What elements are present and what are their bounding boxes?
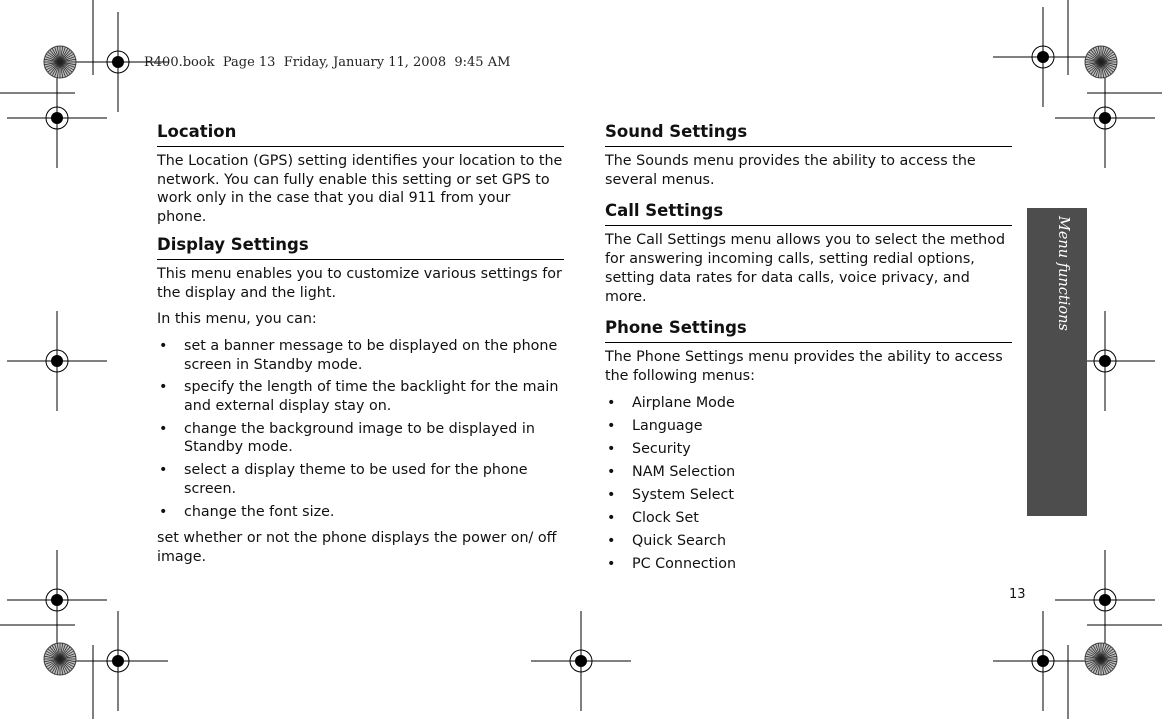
list-item: • Quick Search [605,532,1012,551]
section-side-tab-label: Menu functions [1055,216,1071,331]
list-item: • Language [605,417,1012,436]
page-number: 13 [1009,587,1026,602]
list-item: • System Select [605,486,1012,505]
sound-settings-heading: Sound Settings [605,122,1012,147]
print-header: R400.book Page 13 Friday, January 11, 2008 9:45 AM [144,55,511,70]
crosshair-dot-icon [1037,655,1049,667]
display-lead: In this menu, you can: [157,311,317,328]
crosshair-dot-icon [51,355,63,367]
list-item: • PC Connection [605,555,1012,574]
right-column [605,122,1012,581]
list-item: • Clock Set [605,509,1012,528]
phone-settings-heading: Phone Settings [605,318,1012,343]
crosshair-dot-icon [1099,112,1111,124]
location-text: The Location (GPS) setting identifies your location to the network. You can fully enable this setting or set GPS to work only in the case that you dial 911 from your phone. [157,153,563,226]
phone-bullets [605,394,1012,574]
crosshair-dot-icon [112,56,124,68]
section-side-tab [1027,208,1087,516]
crosshair-dot-icon [1037,51,1049,63]
crosshair-dot-icon [1099,594,1111,606]
crosshair-dot-icon [112,655,124,667]
call-text: The Call Settings menu allows you to select the method for answering incoming calls, setting redial options, setting data rates for data calls, voice privacy, and more. [605,232,1006,305]
sound-text: The Sounds menu provides the ability to access the several menus. [605,153,976,188]
list-item: • Airplane Mode [605,394,1012,413]
display-bullets [157,337,564,521]
phone-text: The Phone Settings menu provides the ability to access the following menus: [605,349,1003,384]
display-outro: set whether or not the phone displays the power on/ off image. [157,530,557,565]
list-item: • change the font size. [157,503,564,522]
location-heading: Location [157,122,564,147]
list-item: • set a banner message to be displayed on the phone screen in Standby mode. [157,337,564,374]
call-settings-heading: Call Settings [605,201,1012,226]
list-item: • Security [605,440,1012,459]
display-intro: This menu enables you to customize various settings for the display and the light. [157,265,562,301]
list-item: • specify the length of time the backlight for the main and external display stay on. [157,378,564,415]
crosshair-dot-icon [575,655,587,667]
display-settings-heading: Display Settings [157,235,564,260]
list-item: • NAM Selection [605,463,1012,482]
left-column [157,122,564,575]
crosshair-dot-icon [51,594,63,606]
crosshair-dot-icon [1099,355,1111,367]
crosshair-dot-icon [51,112,63,124]
list-item: • change the background image to be displayed in Standby mode. [157,420,564,457]
list-item: • select a display theme to be used for the phone screen. [157,461,564,498]
